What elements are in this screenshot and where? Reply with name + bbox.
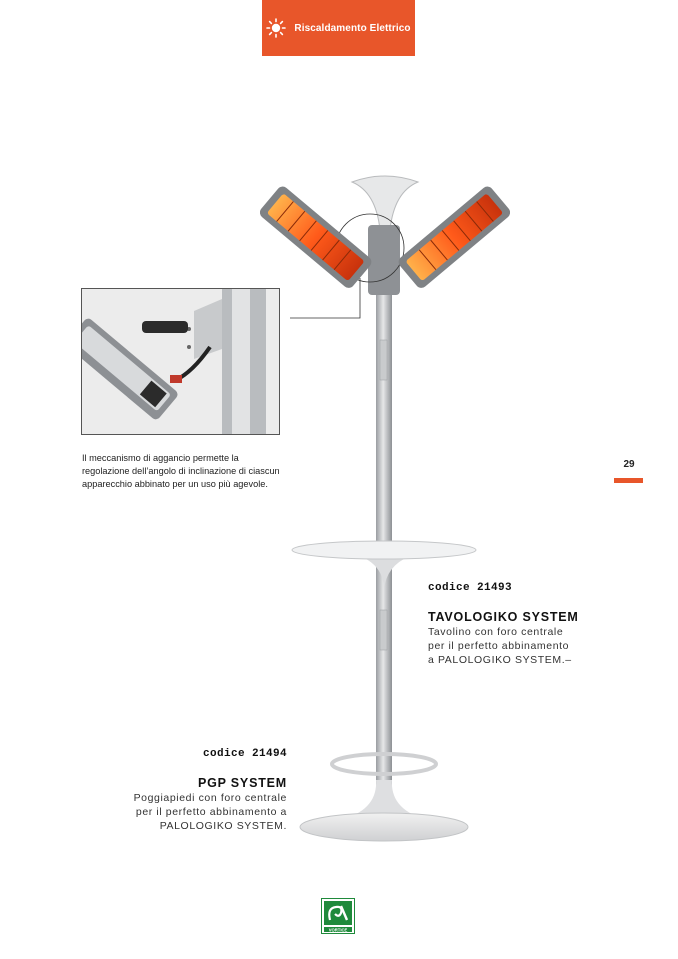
product-block-pgp — [100, 748, 287, 833]
page-marker — [614, 478, 643, 483]
sun-icon — [266, 18, 286, 38]
clamp-detail-image — [81, 288, 280, 435]
product-title: TAVOLOGIKO SYSTEM — [428, 610, 579, 624]
page-number: 29 — [623, 459, 635, 470]
product-description: Poggiapiedi con foro centrale per il perfetto abbinamento a PALOLOGIKO SYSTEM. — [133, 792, 287, 832]
svg-text:VORTICE: VORTICE — [328, 927, 348, 933]
section-tab — [262, 0, 415, 56]
heater-stand-illustration — [260, 170, 510, 870]
product-code: codice 21493 — [428, 582, 513, 594]
product-block-tavologiko — [428, 582, 648, 667]
section-label: Riscaldamento Elettrico — [294, 22, 411, 34]
product-title: PGP SYSTEM — [197, 776, 287, 790]
vortice-logo — [321, 898, 355, 934]
product-code: codice 21494 — [202, 748, 287, 760]
detail-caption: Il meccanismo di aggancio permette la regolazione dell’angolo di inclinazione di ciascun apparecchio abbinato per un uso più agevole. — [82, 453, 280, 489]
product-description: Tavolino con foro centrale per il perfetto abbinamento a PALOLOGIKO SYSTEM.– — [428, 626, 572, 666]
